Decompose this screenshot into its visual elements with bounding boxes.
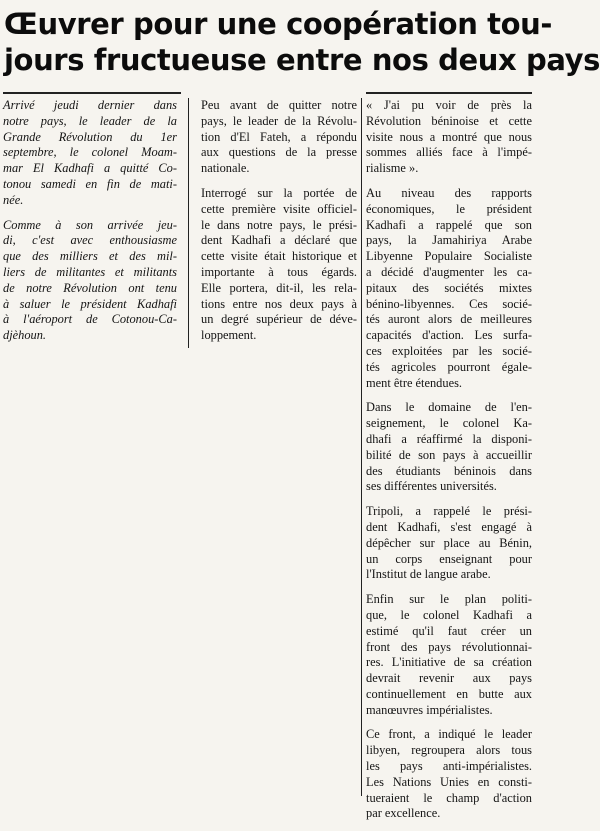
text-line: devrait revenir aux pays xyxy=(366,671,532,686)
headline xyxy=(4,6,600,78)
text-line: Interrogé sur la portée de xyxy=(201,185,357,200)
text-line: libyen, regroupera alors tous xyxy=(366,743,532,758)
text-line: les pays anti-impérialistes. xyxy=(366,759,532,774)
text-line: di, c'est avec enthousiasme xyxy=(3,233,177,248)
text-line: tueraient le champ d'action xyxy=(366,790,532,805)
text-line: rialisme ». xyxy=(366,161,419,176)
text-line: Dans le domaine de l'en- xyxy=(366,400,532,415)
text-line: Enfin sur le plan politi- xyxy=(366,592,532,607)
text-line: pays, le leader de la Révolu- xyxy=(201,113,357,128)
text-line: Révolution béninoise et cette xyxy=(366,113,532,128)
text-line: Libyenne Populaire Socialiste xyxy=(366,249,532,264)
text-line: estimé qu'il faut créer un xyxy=(366,623,532,638)
text-line: par excellence. xyxy=(366,806,441,821)
text-line: Au niveau des rapports xyxy=(366,185,532,200)
paragraph xyxy=(366,504,532,583)
text-line: que, le colonel Kadhafi a xyxy=(366,607,532,622)
text-line: a décidé d'augmenter les ca- xyxy=(366,264,532,279)
text-line: Arrivé jeudi dernier dans xyxy=(3,98,177,112)
text-line: bilité de son pays à accueillir xyxy=(366,447,532,462)
text-line: cette visite était historique et xyxy=(201,249,357,264)
text-line: mar El Kadhafi a quitté Co- xyxy=(3,161,177,176)
text-line: septembre, le colonel Moam- xyxy=(3,145,177,160)
text-line: un corps enseignant pour xyxy=(366,551,532,566)
text-line: djèhoun. xyxy=(3,328,47,343)
text-line: Grande Révolution du 1er xyxy=(3,129,177,144)
text-line: tions entre nos deux pays à xyxy=(201,296,357,311)
text-line: Les Nations Unies en consti- xyxy=(366,774,532,789)
text-line: pitaux des sociétés mixtes xyxy=(366,280,532,295)
column-rule-right xyxy=(366,92,532,94)
text-line: dent Kadhafi, s'est engagé à xyxy=(366,519,532,534)
text-line: continuellement en butte aux xyxy=(366,686,532,701)
text-line: ses différentes universités. xyxy=(366,479,497,494)
paragraph xyxy=(366,400,532,495)
text-line: à l'aéroport de Cotonou-Ca- xyxy=(3,312,177,327)
text-line: le dans notre pays, le prési- xyxy=(201,217,357,232)
text-line: que des milliers et des mil- xyxy=(3,249,177,264)
text-line: cette première visite officiel- xyxy=(201,201,357,216)
paragraph xyxy=(3,98,177,209)
paragraph xyxy=(201,98,357,177)
text-line: Tripoli, a rappelé le prési- xyxy=(366,504,532,519)
text-line: née. xyxy=(3,192,24,207)
text-line: des étudiants béninois dans xyxy=(366,463,532,478)
article-column-3 xyxy=(366,98,532,831)
text-line: capacités d'action. Les surfa- xyxy=(366,328,532,343)
text-line: dépêcher sur place au Bénin, xyxy=(366,535,532,550)
text-line: manœuvres impérialistes. xyxy=(366,702,493,717)
text-line: l'Institut de langue arabe. xyxy=(366,567,491,582)
text-line: aux questions de la presse xyxy=(201,145,357,160)
paragraph xyxy=(201,186,357,344)
text-line: visite nous a montré que nous xyxy=(366,129,532,144)
text-line: front des pays révolutionnai- xyxy=(366,639,532,654)
paragraph xyxy=(3,218,177,344)
headline-line-2: jours fructueuse entre nos deux pays xyxy=(4,43,600,77)
text-line: liers de militantes et militants xyxy=(3,264,177,279)
text-line: Elle portera, dit-il, les rela- xyxy=(201,280,357,295)
column-divider-2 xyxy=(361,98,362,796)
text-line: « J'ai pu voir de près la xyxy=(366,98,532,112)
paragraph xyxy=(366,98,532,177)
article-column-1 xyxy=(3,98,177,353)
column-divider-1 xyxy=(188,98,189,348)
paragraph xyxy=(366,592,532,718)
text-line: tés agricoles pourront égale- xyxy=(366,359,532,374)
text-line: bénino-libyennes. Ces socié- xyxy=(366,296,532,311)
headline-line-1: Œuvrer pour une coopération tou- xyxy=(4,7,553,41)
article-column-2 xyxy=(201,98,357,353)
text-line: ces exploitées par les socié- xyxy=(366,343,532,358)
text-line: Comme à son arrivée jeu- xyxy=(3,217,177,232)
text-line: dhafi a réaffirmé la disponi- xyxy=(366,431,532,446)
text-line: tonou samedi en fin de mati- xyxy=(3,176,177,191)
text-line: notre pays, le leader de la xyxy=(3,113,177,128)
paragraph xyxy=(366,727,532,822)
column-rule-left xyxy=(3,92,181,94)
text-line: sommes alliés face à l'impé- xyxy=(366,145,532,160)
text-line: économiques, le président xyxy=(366,201,532,216)
text-line: nationale. xyxy=(201,161,250,176)
text-line: importante à tous égards. xyxy=(201,264,357,279)
text-line: un degré supérieur de déve- xyxy=(201,312,357,327)
text-line: res. L'initiative de sa création xyxy=(366,655,532,670)
text-line: ment être étendues. xyxy=(366,375,462,390)
text-line: seignement, le colonel Ka- xyxy=(366,416,532,431)
text-line: tion d'El Fateh, a répondu xyxy=(201,129,357,144)
text-line: loppement. xyxy=(201,328,257,343)
paragraph xyxy=(366,186,532,391)
text-line: Peu avant de quitter notre xyxy=(201,98,357,112)
text-line: à saluer le président Kadhafi xyxy=(3,296,177,311)
text-line: Kadhafi a rappelé que son xyxy=(366,217,532,232)
text-line: de notre Révolution ont tenu xyxy=(3,280,177,295)
text-line: dent Kadhafi a déclaré que xyxy=(201,233,357,248)
text-line: pays, la Jamahiriya Arabe xyxy=(366,233,532,248)
text-line: Ce front, a indiqué le leader xyxy=(366,727,532,742)
text-line: tés auront alors de meilleures xyxy=(366,312,532,327)
